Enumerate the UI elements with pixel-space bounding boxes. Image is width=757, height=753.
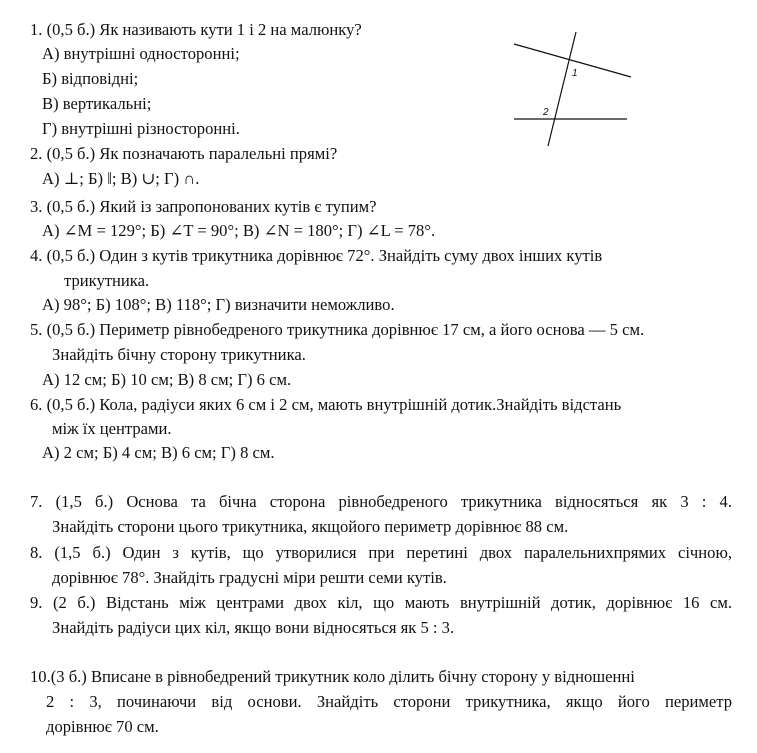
question-9-text: 9. (2 б.) Відстань між центрами двох кіл, що мають внутрішній дотик, дорівнює 16 см. [30, 593, 732, 612]
question-9-text-cont: Знайдіть радіуси цих кіл, якщо вони відносяться як 5 : 3. [52, 618, 455, 637]
question-1-option-a: А) внутрішні односторонні; [42, 44, 240, 63]
question-4-options: А) 98°; Б) 108°; В) 118°; Г) визначити неможливо. [42, 295, 395, 314]
figure-angle-1-label: 1 [572, 68, 578, 79]
question-1-text: 1. (0,5 б.) Як називають кути 1 і 2 на малюнку? [30, 20, 362, 39]
question-10-text-cont: 2 : 3, починаючи від основи. Знайдіть сторони трикутника, якщо його периметр [46, 692, 732, 711]
question-10-text-cont-2: дорівнює 70 см. [46, 717, 159, 736]
question-5-text-cont: Знайдіть бічну сторону трикутника. [52, 345, 306, 364]
question-6-text-cont: між їх центрами. [52, 419, 172, 438]
question-8-text: 8. (1,5 б.) Один з кутів, що утворилися при перетині двох паралельнихпрямих січною, [30, 543, 732, 562]
question-3-text: 3. (0,5 б.) Який із запропонованих кутів є тупим? [30, 197, 377, 216]
question-1-option-d: Г) внутрішні різносторонні. [42, 119, 240, 138]
question-2-options: А) ⊥; Б) ǁ; В) ∪; Г) ∩. [42, 169, 200, 188]
question-5-options: А) 12 см; Б) 10 см; В) 8 см; Г) 6 см. [42, 370, 292, 389]
angles-figure [505, 28, 640, 150]
figure-angle-2-label: 2 [543, 107, 549, 118]
question-6-text: 6. (0,5 б.) Кола, радіуси яких 6 см і 2 см, мають внутрішній дотик.Знайдіть відстань [30, 395, 622, 414]
question-6-options: А) 2 см; Б) 4 см; В) 6 см; Г) 8 см. [42, 443, 275, 462]
question-4-text-cont: трикутника. [64, 271, 150, 290]
question-1-option-b: Б) відповідні; [42, 69, 139, 88]
question-1-option-c: В) вертикальні; [42, 94, 152, 113]
question-7-text: 7. (1,5 б.) Основа та бічна сторона рівнобедреного трикутника відносяться як 3 : 4. [30, 492, 732, 511]
question-7-text-cont: Знайдіть сторони цього трикутника, якщойого периметр дорівнює 88 см. [52, 517, 569, 536]
question-4-text: 4. (0,5 б.) Один з кутів трикутника дорівнює 72°. Знайдіть суму двох інших кутів [30, 246, 603, 265]
question-5-text: 5. (0,5 б.) Периметр рівнобедреного трикутника дорівнює 17 см, а його основа — 5 см. [30, 320, 645, 339]
figure-transversal [548, 32, 576, 146]
question-2-text: 2. (0,5 б.) Як позначають паралельні прямі? [30, 144, 338, 163]
question-3-options: А) ∠M = 129°; Б) ∠T = 90°; В) ∠N = 180°; Г) ∠L = 78°. [42, 221, 436, 240]
question-8-text-cont: дорівнює 78°. Знайдіть градусні міри решти семи кутів. [52, 568, 447, 587]
question-10-text: 10.(3 б.) Вписане в рівнобедрений трикутник коло ділить бічну сторону у відношенні [30, 667, 635, 686]
